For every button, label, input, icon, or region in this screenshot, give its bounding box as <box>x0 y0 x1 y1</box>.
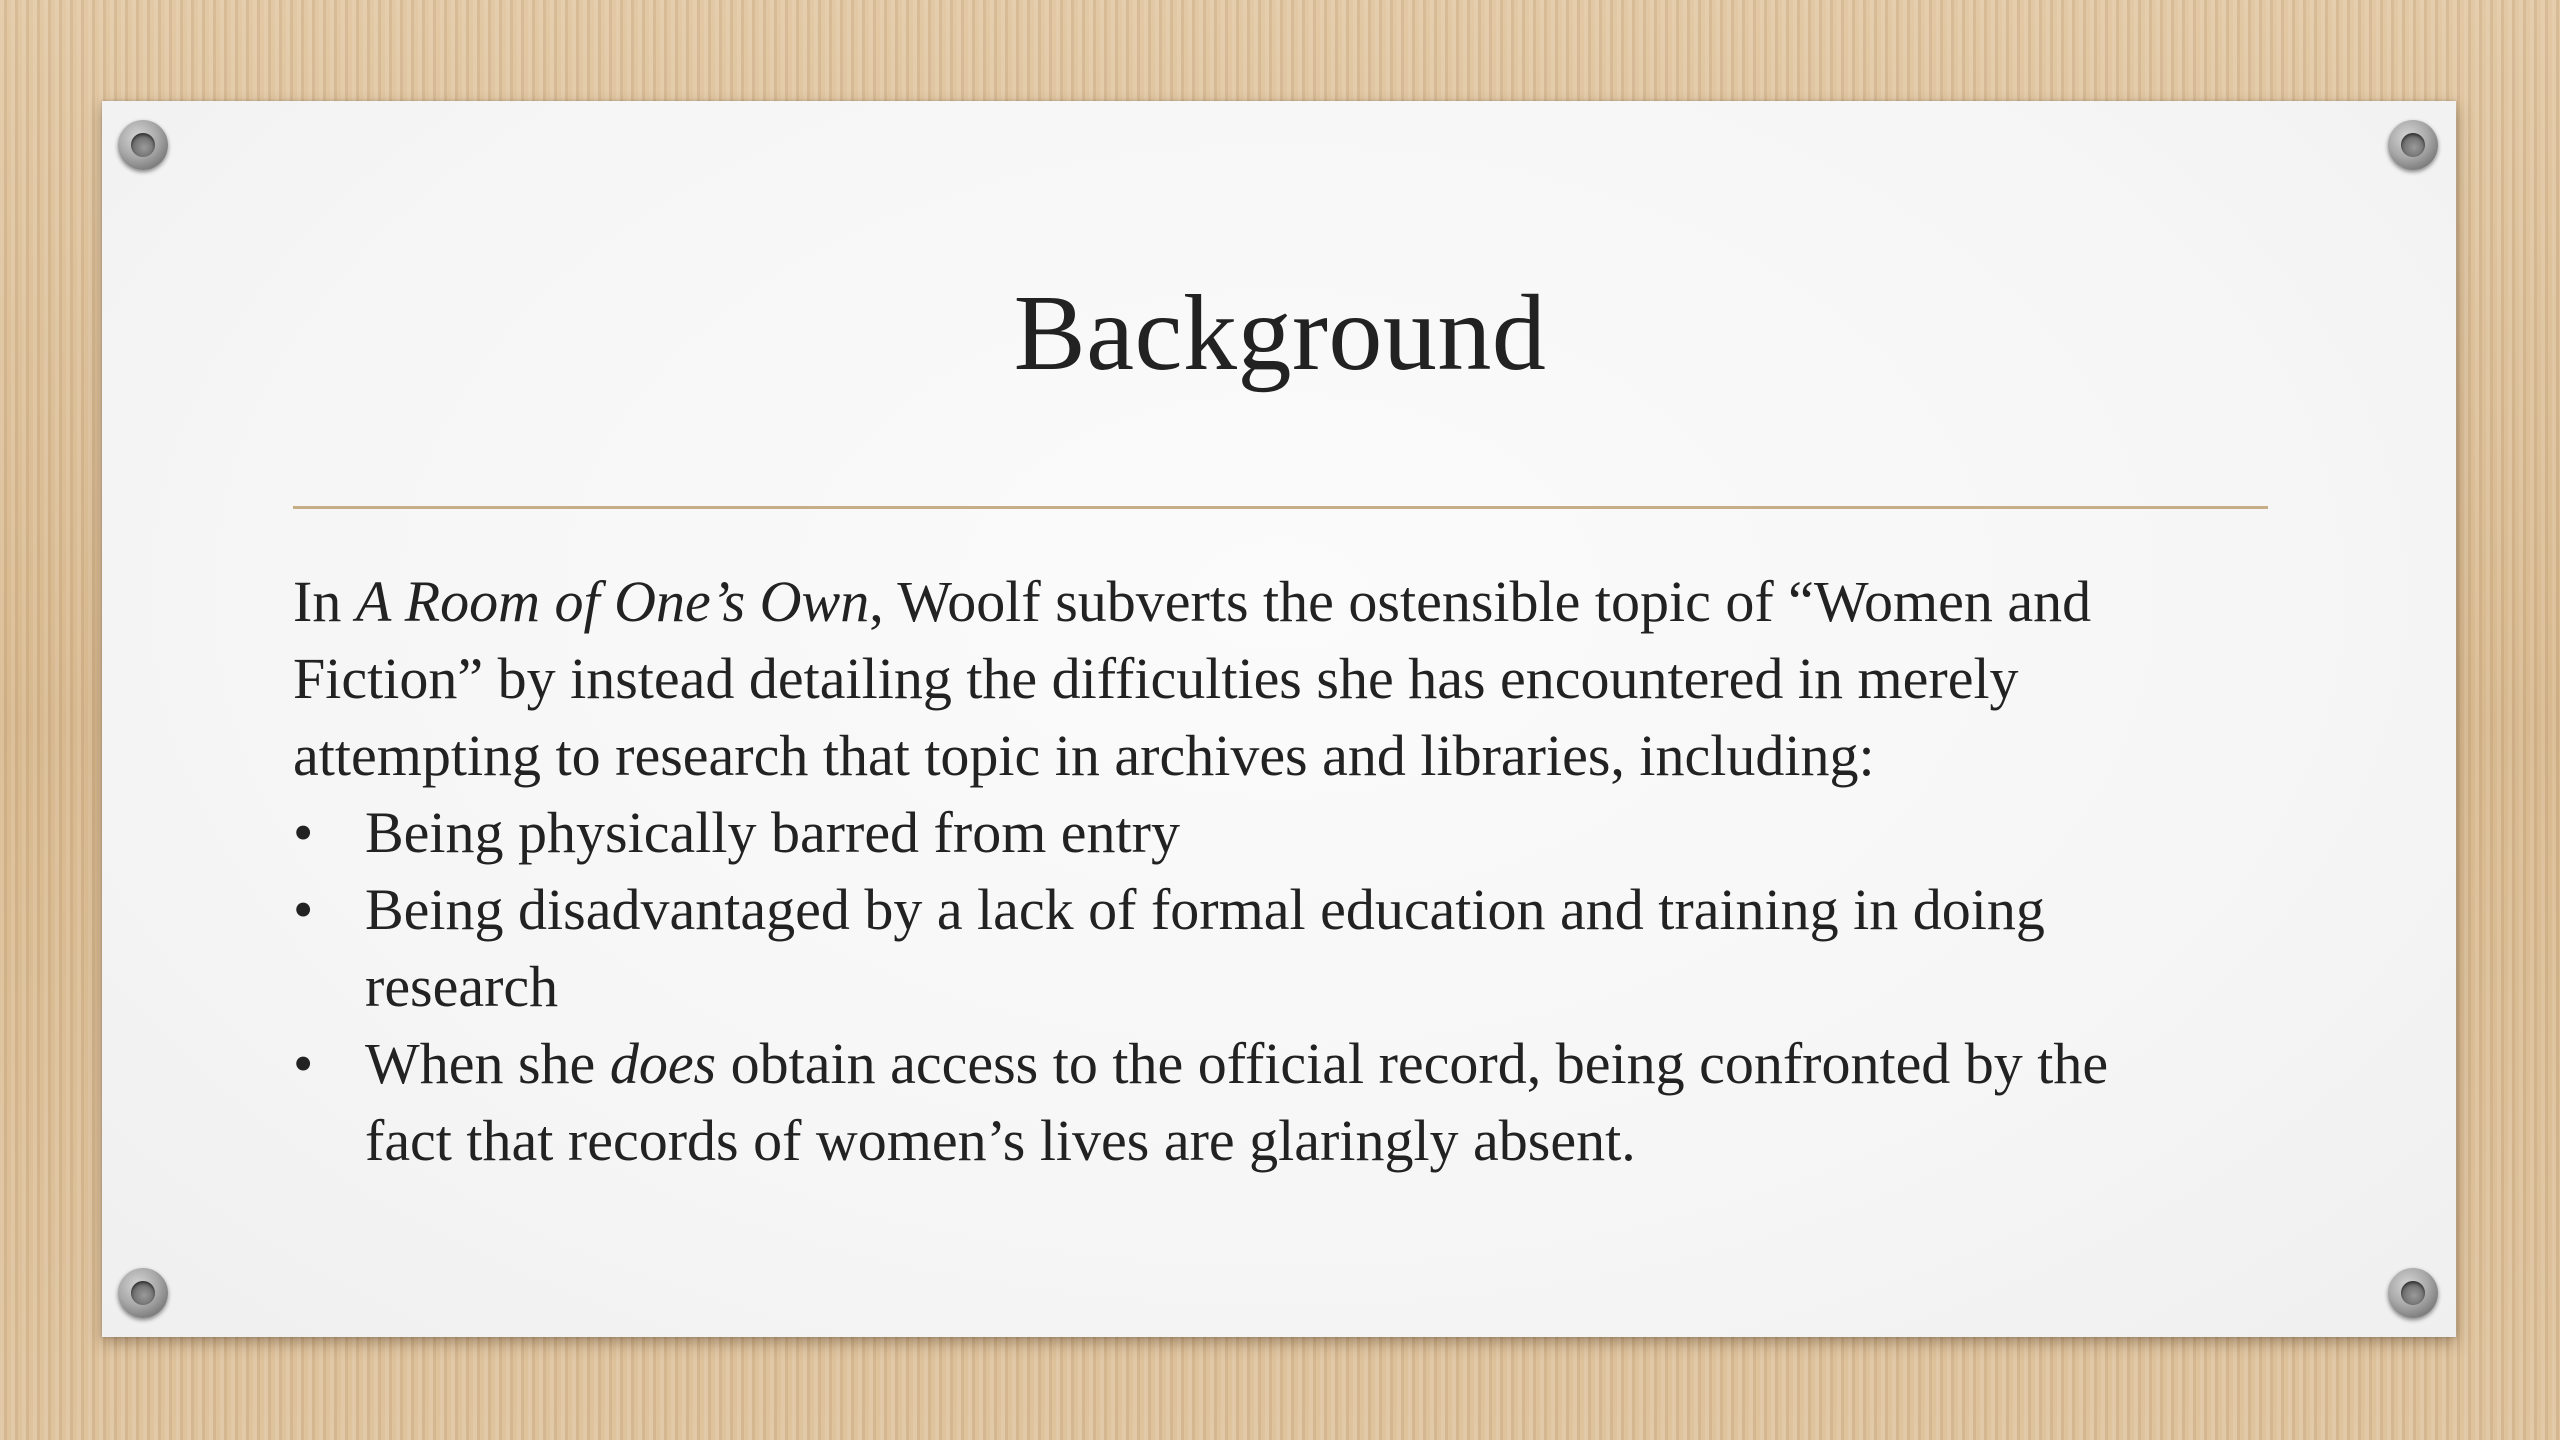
list-item <box>293 794 2193 871</box>
intro-paragraph <box>293 563 2193 794</box>
grommet-icon <box>118 1268 168 1318</box>
intro-prefix: In <box>293 569 356 634</box>
slide-body <box>293 563 2193 1179</box>
bullet-list <box>293 794 2193 1179</box>
list-item <box>293 1025 2193 1179</box>
book-title: A Room of One’s Own <box>355 569 870 634</box>
bullet-text-after: obtain access to the official record, being confronted by the fact that records of women’s lives are glaringly absent. <box>365 1031 2109 1173</box>
title-divider <box>293 506 2268 509</box>
intro-rest: , Woolf subverts the ostensible topic of “Women and Fiction” by instead detailing the difficulties she has encountered in merely attempting to research that topic in archives and libraries, including: <box>293 569 2092 788</box>
bullet-text-before: When she <box>365 1031 610 1096</box>
bullet-emphasis: does <box>609 1031 717 1096</box>
grommet-icon <box>2388 1268 2438 1318</box>
grommet-icon <box>2388 120 2438 170</box>
bullet-text: Being physically barred from entry <box>365 800 1180 865</box>
slide-title: Background <box>1013 274 1547 393</box>
bullet-icon: • <box>293 1031 314 1096</box>
bullet-text: Being disadvantaged by a lack of formal education and training in doing research <box>365 877 2045 1019</box>
grommet-icon <box>118 120 168 170</box>
bullet-icon: • <box>293 800 314 865</box>
list-item <box>293 871 2193 1025</box>
bullet-icon: • <box>293 877 314 942</box>
